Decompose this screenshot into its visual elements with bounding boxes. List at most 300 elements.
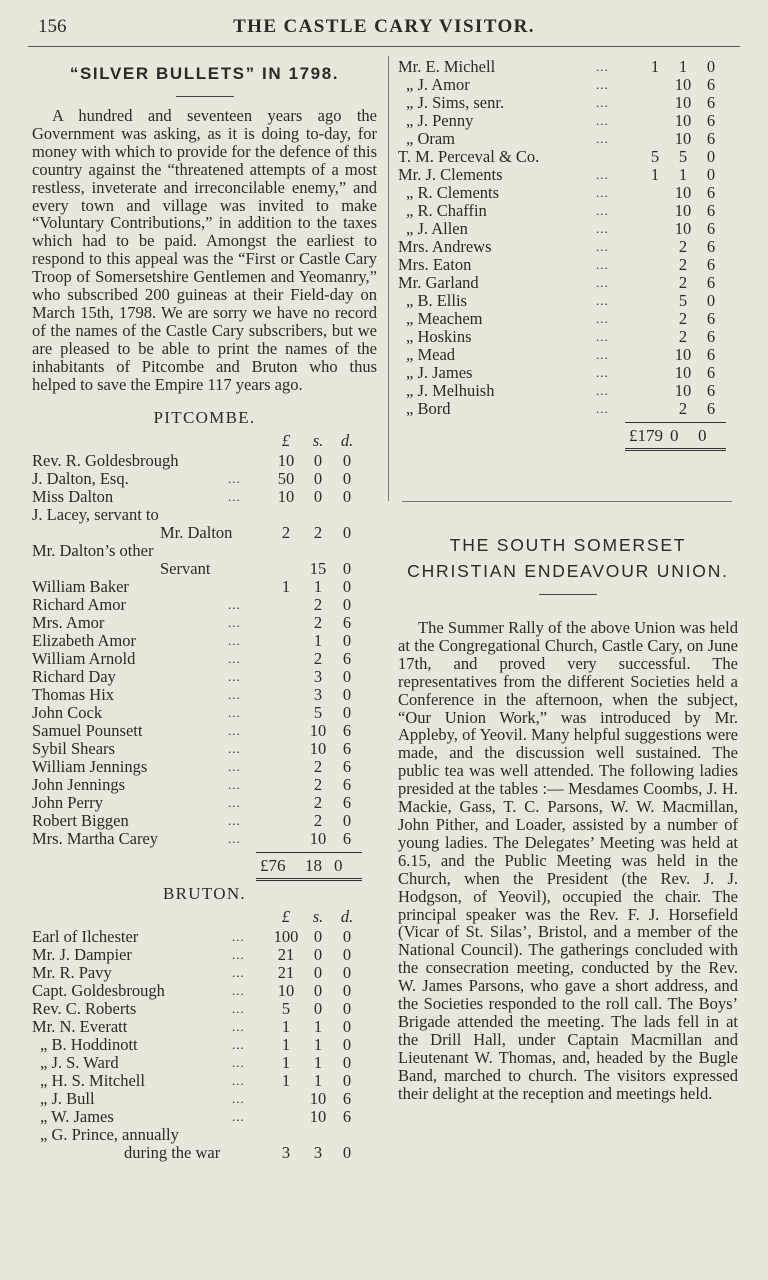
entry-name: Mr. Garland — [398, 273, 479, 292]
leader-dots: ... — [228, 722, 241, 738]
leader-dots: ... — [596, 167, 609, 182]
amount-pence: 6 — [706, 219, 716, 238]
amount-shillings: 0 — [313, 962, 323, 982]
total-row — [398, 418, 738, 448]
pitcombe-heading: PITCOMBE. — [153, 407, 256, 427]
leader-dots: ... — [228, 740, 241, 756]
amount-shillings: 10 — [309, 1088, 327, 1108]
table-row — [32, 776, 377, 794]
entry-name: Mr. E. Michell — [398, 57, 496, 76]
table-row — [32, 614, 377, 632]
table-row — [398, 364, 738, 382]
amount-shillings: 3 — [313, 684, 323, 704]
amount-pence: 0 — [706, 291, 716, 310]
amount-shillings: 2 — [678, 327, 688, 346]
entry-name: „ J. Bull — [40, 1088, 95, 1108]
table-row — [398, 400, 738, 418]
entry-name: Mr. N. Everatt — [32, 1016, 128, 1036]
amount-shillings: 1 — [313, 1016, 323, 1036]
table-row — [32, 596, 377, 614]
table-row — [32, 722, 377, 740]
leader-dots: ... — [228, 650, 241, 666]
total-pence: 0 — [334, 855, 343, 875]
amount-shillings: 1 — [678, 165, 688, 184]
amount-shillings: 10 — [309, 1106, 327, 1126]
amount-pence: 6 — [706, 183, 716, 202]
pitcombe-table — [32, 432, 377, 878]
amount-pence: 6 — [342, 648, 352, 668]
table-row — [32, 1108, 377, 1126]
table-row — [398, 328, 738, 346]
entry-name: „ B. Hoddinott — [40, 1034, 138, 1054]
amount-shillings: 5 — [678, 291, 688, 310]
entry-name: Mr. J. Dampier — [32, 944, 132, 964]
amount-pounds: 5 — [281, 998, 291, 1018]
leader-dots: ... — [596, 329, 609, 344]
column-headers — [32, 432, 377, 452]
entry-name: William Jennings — [32, 756, 148, 776]
entry-name: T. M. Perceval & Co. — [398, 147, 540, 166]
leader-dots: ... — [232, 946, 245, 962]
amount-pence: 6 — [706, 255, 716, 274]
amount-shillings: 2 — [678, 273, 688, 292]
leader-dots: ... — [228, 596, 241, 612]
leader-dots: ... — [228, 470, 241, 486]
table-row — [32, 1144, 377, 1162]
table-row — [398, 238, 738, 256]
table-row — [32, 686, 377, 704]
table-row — [398, 94, 738, 112]
entry-name: „ J. Allen — [406, 219, 468, 238]
total-rule-top — [625, 422, 726, 423]
amount-pence: 0 — [342, 558, 352, 578]
table-row — [32, 452, 377, 470]
leader-dots: ... — [596, 311, 609, 326]
entry-name: Mrs. Martha Carey — [32, 828, 159, 848]
leader-dots: ... — [596, 77, 609, 92]
amount-shillings: 1 — [313, 1034, 323, 1054]
amount-shillings: 2 — [313, 594, 323, 614]
table-row — [32, 632, 377, 650]
amount-pence: 6 — [706, 363, 716, 382]
column-header-l: £ — [281, 906, 291, 926]
amount-pence: 0 — [342, 980, 352, 1000]
leader-dots: ... — [596, 347, 609, 362]
leader-dots: ... — [228, 830, 241, 846]
amount-pence: 0 — [342, 1052, 352, 1072]
amount-shillings: 0 — [313, 486, 323, 506]
table-row — [32, 1072, 377, 1090]
amount-shillings: 2 — [678, 237, 688, 256]
amount-pounds: 10 — [277, 450, 295, 470]
article-divider — [402, 501, 732, 502]
column-header-d: d. — [340, 906, 354, 926]
table-row — [398, 274, 738, 292]
amount-pence: 0 — [342, 468, 352, 488]
entry-name: „ G. Prince, annually — [40, 1124, 179, 1144]
column-headers — [32, 908, 377, 928]
leader-dots: ... — [232, 1018, 245, 1034]
amount-shillings: 2 — [313, 612, 323, 632]
table-row — [32, 1054, 377, 1072]
leader-dots: ... — [596, 95, 609, 110]
entry-name: „ Mead — [406, 345, 456, 364]
table-row — [398, 148, 738, 166]
table-row — [32, 812, 377, 830]
total-pence: 0 — [698, 426, 707, 445]
amount-pence: 0 — [342, 666, 352, 686]
entry-name: „ J. Penny — [406, 111, 474, 130]
entry-name: Thomas Hix — [32, 684, 115, 704]
article-title: “SILVER BULLETS” IN 1798. — [69, 64, 340, 83]
table-row — [32, 1000, 377, 1018]
amount-pounds: 1 — [281, 1070, 291, 1090]
table-row — [398, 58, 738, 76]
amount-pence: 0 — [342, 684, 352, 704]
amount-pence: 0 — [342, 1034, 352, 1054]
amount-pence: 6 — [706, 111, 716, 130]
page-number: 156 — [38, 16, 67, 37]
amount-shillings: 1 — [678, 57, 688, 76]
table-row — [398, 130, 738, 148]
column-header-l: £ — [281, 430, 291, 450]
amount-pence: 6 — [706, 273, 716, 292]
total-rule-top — [256, 852, 362, 853]
amount-shillings: 10 — [674, 219, 692, 238]
entry-name: „ J. James — [406, 363, 473, 382]
amount-shillings: 0 — [313, 998, 323, 1018]
total-pounds: £179 — [629, 426, 663, 445]
amount-pence: 6 — [706, 93, 716, 112]
header-rule — [28, 46, 740, 47]
leader-dots: ... — [596, 113, 609, 128]
leader-dots: ... — [596, 257, 609, 272]
amount-shillings: 10 — [309, 720, 327, 740]
amount-pence: 6 — [342, 720, 352, 740]
amount-pence: 0 — [342, 522, 352, 542]
table-row — [398, 382, 738, 400]
amount-shillings: 5 — [678, 147, 688, 166]
amount-pence: 6 — [706, 327, 716, 346]
leader-dots: ... — [596, 203, 609, 218]
amount-pounds: 2 — [281, 522, 291, 542]
amount-pence: 0 — [342, 944, 352, 964]
amount-shillings: 10 — [674, 129, 692, 148]
table-row — [32, 470, 377, 488]
amount-pence: 0 — [706, 165, 716, 184]
leader-dots: ... — [228, 794, 241, 810]
leader-dots: ... — [228, 488, 241, 504]
amount-pence: 0 — [342, 998, 352, 1018]
table-row — [398, 184, 738, 202]
entry-name: J. Lacey, servant to — [32, 504, 159, 524]
total-shillings: 0 — [670, 426, 679, 445]
table-row — [398, 310, 738, 328]
article2-title: THE SOUTH SOMERSET CHRISTIAN ENDEAVOUR UNION. — [407, 535, 729, 581]
amount-pence: 6 — [342, 774, 352, 794]
article-body: A hundred and seventeen years ago the Government was asking, as it is doing to-day, for money with which to provide for the defence of this country against the “threatened attempts of a most restless, inveterate and irreconcilable enemy,” and every town and village was invited to make “Voluntary Contributions,” in addition to the taxes which had to be paid. Amongst the earliest to respond to this appeal was the “First or Castle Cary Troop of Somersetshire Gentlemen and Yeomanry,” who subscribed 200 guineas at their Field-day on March 15th, 1798. We are sorry we have no record of the names of the Castle Cary subscribers, but we are pleased to be able to print the names of the inhabitants of Pitcombe and Bruton who thus helped to save the Empire 117 years ago. — [32, 106, 377, 394]
entry-name: Rev. C. Roberts — [32, 998, 137, 1018]
amount-pence: 6 — [706, 129, 716, 148]
right-column — [398, 57, 738, 1103]
amount-pence: 6 — [706, 399, 716, 418]
amount-shillings: 3 — [313, 1142, 323, 1162]
entry-name: „ H. S. Mitchell — [40, 1070, 145, 1090]
entry-name: Richard Day — [32, 666, 116, 686]
entry-name: Rev. R. Goldesbrough — [32, 450, 179, 470]
leader-dots: ... — [232, 1000, 245, 1016]
amount-shillings: 2 — [313, 756, 323, 776]
entry-name: John Jennings — [32, 774, 126, 794]
amount-shillings: 2 — [313, 648, 323, 668]
leader-dots: ... — [596, 275, 609, 290]
amount-pounds: 1 — [650, 165, 660, 184]
table-row — [32, 542, 377, 560]
entry-name: „ J. S. Ward — [40, 1052, 119, 1072]
amount-shillings: 10 — [674, 363, 692, 382]
leader-dots: ... — [232, 1108, 245, 1124]
amount-shillings: 15 — [309, 558, 327, 578]
entry-name: Mrs. Eaton — [398, 255, 472, 274]
leader-dots: ... — [596, 383, 609, 398]
leader-dots: ... — [228, 776, 241, 792]
amount-pence: 6 — [706, 381, 716, 400]
amount-pence: 0 — [342, 594, 352, 614]
entry-name: J. Dalton, Esq. — [32, 468, 129, 488]
entry-name: „ J. Amor — [406, 75, 470, 94]
amount-pounds: 1 — [281, 1052, 291, 1072]
total-pounds: £76 — [260, 855, 286, 875]
column-header-s: s. — [312, 906, 324, 926]
amount-pounds: 50 — [277, 468, 295, 488]
entry-name: Mr. J. Clements — [398, 165, 503, 184]
amount-pounds: 100 — [273, 926, 299, 946]
page-header — [0, 12, 768, 42]
amount-pence: 6 — [706, 345, 716, 364]
amount-shillings: 1 — [313, 1070, 323, 1090]
leader-dots: ... — [228, 668, 241, 684]
amount-pence: 6 — [706, 75, 716, 94]
amount-pounds: 10 — [277, 980, 295, 1000]
leader-dots: ... — [232, 1090, 245, 1106]
leader-dots: ... — [596, 365, 609, 380]
table-row — [32, 946, 377, 964]
entry-name: Capt. Goldesbrough — [32, 980, 165, 1000]
amount-pence: 6 — [706, 309, 716, 328]
leader-dots: ... — [228, 812, 241, 828]
table-row — [398, 220, 738, 238]
amount-pounds: 1 — [281, 1016, 291, 1036]
table-row — [398, 112, 738, 130]
entry-name: „ Hoskins — [406, 327, 472, 346]
table-row — [32, 758, 377, 776]
entry-name: Richard Amor — [32, 594, 126, 614]
amount-pence: 6 — [706, 237, 716, 256]
amount-shillings: 2 — [678, 255, 688, 274]
entry-name: Sybil Shears — [32, 738, 115, 758]
amount-shillings: 5 — [313, 702, 323, 722]
amount-pence: 0 — [342, 630, 352, 650]
amount-shillings: 2 — [313, 522, 323, 542]
leader-dots: ... — [232, 1054, 245, 1070]
amount-shillings: 10 — [674, 75, 692, 94]
column-header-d: d. — [340, 430, 354, 450]
table-row — [32, 668, 377, 686]
leader-dots: ... — [232, 1072, 245, 1088]
amount-pounds: 1 — [650, 57, 660, 76]
leader-dots: ... — [596, 221, 609, 236]
amount-shillings: 0 — [313, 944, 323, 964]
amount-pence: 0 — [342, 810, 352, 830]
amount-pence: 0 — [342, 926, 352, 946]
amount-shillings: 10 — [309, 828, 327, 848]
entry-name: „ Bord — [406, 399, 451, 418]
table-row — [32, 982, 377, 1000]
amount-shillings: 10 — [674, 345, 692, 364]
amount-pence: 6 — [706, 201, 716, 220]
amount-shillings: 10 — [309, 738, 327, 758]
leader-dots: ... — [596, 131, 609, 146]
entry-name: William Baker — [32, 576, 129, 596]
entry-name: „ J. Melhuish — [406, 381, 495, 400]
leader-dots: ... — [228, 686, 241, 702]
table-row — [32, 1036, 377, 1054]
leader-dots: ... — [228, 614, 241, 630]
amount-pence: 0 — [342, 962, 352, 982]
table-row — [32, 830, 377, 848]
amount-shillings: 10 — [674, 201, 692, 220]
entry-name: John Perry — [32, 792, 104, 812]
leader-dots: ... — [228, 632, 241, 648]
total-shillings: 18 — [305, 855, 322, 875]
table-row — [398, 256, 738, 274]
amount-pence: 0 — [342, 450, 352, 470]
entry-name: William Arnold — [32, 648, 136, 668]
leader-dots: ... — [232, 1036, 245, 1052]
bruton-table — [32, 908, 377, 1162]
table-row — [32, 704, 377, 722]
entry-name: Mr. Dalton’s other — [32, 540, 154, 560]
table-row — [32, 1126, 377, 1144]
entry-name: Mr. Dalton — [160, 522, 233, 542]
amount-pounds: 5 — [650, 147, 660, 166]
table-row — [32, 964, 377, 982]
amount-pounds: 21 — [277, 944, 295, 964]
amount-pounds: 21 — [277, 962, 295, 982]
amount-shillings: 0 — [313, 450, 323, 470]
table-row — [32, 794, 377, 812]
amount-pence: 6 — [342, 756, 352, 776]
entry-name: Servant — [160, 558, 211, 578]
leader-dots: ... — [596, 293, 609, 308]
amount-pence: 0 — [342, 486, 352, 506]
leader-dots: ... — [596, 401, 609, 416]
amount-shillings: 10 — [674, 93, 692, 112]
entry-name: „ J. Sims, senr. — [406, 93, 505, 112]
table-row — [398, 292, 738, 310]
amount-pounds: 3 — [281, 1142, 291, 1162]
bruton-heading: BRUTON. — [163, 883, 246, 903]
table-row — [32, 740, 377, 758]
entry-name: „ Oram — [406, 129, 456, 148]
amount-pence: 0 — [706, 147, 716, 166]
table-row — [32, 560, 377, 578]
amount-shillings: 10 — [674, 183, 692, 202]
total-row — [32, 848, 377, 878]
publication-title: THE CASTLE CARY VISITOR. — [233, 16, 535, 37]
table-row — [32, 928, 377, 946]
amount-shillings: 0 — [313, 980, 323, 1000]
article2-body: The Summer Rally of the above Union was held at the Congregational Church, Castle Cary, on June 17th, and proved very successful. The representatives from the different Societies held a Conference in the afternoon, when the subject, “Our Union Work,” was introduced by Mr. Appleby, of Yeovil. Many helpful suggestions were made, and the discussion well sustained. The public tea was well attended. The following ladies presided at the tables :— Mesdames Coombs, J. H. Mackie, Gass, T. C. Parsons, W. W. Macmillan, John Pither, and Loader, assisted by a number of young ladies. The Delegates’ Meeting was held at 6.15, and the Public Meeting was held in the Church, when the President (the Rev. J. J. Hodgson, of Yeovil), occupied the chair. The principal speaker was the Rev. F. J. Horsefield (Vicar of St. Silas’, Bristol, and a member of the National Council). The gatherings concluded with the consecration meeting, conducted by the Rev. W. James Parsons, who gave a short address, and the Societies responded to the roll call. The Boys’ Brigade attended the meeting. The lads fell in at the Drill Hall, under Captain Macmillan and Lieutenant W. Thomas, and, headed by the Bugle Band, marched to church. The visitors expressed their delight at the reception and meetings held. — [398, 618, 738, 1103]
amount-shillings: 1 — [313, 630, 323, 650]
table-row — [32, 1090, 377, 1108]
entry-name: Earl of Ilchester — [32, 926, 139, 946]
leader-dots: ... — [232, 964, 245, 980]
table-row — [32, 650, 377, 668]
amount-pence: 6 — [342, 792, 352, 812]
table-row — [398, 202, 738, 220]
table-row — [32, 1018, 377, 1036]
entry-name: Mrs. Amor — [32, 612, 105, 632]
leader-dots: ... — [596, 185, 609, 200]
entry-name: Miss Dalton — [32, 486, 114, 506]
amount-pence: 6 — [342, 828, 352, 848]
amount-pence: 6 — [342, 1106, 352, 1126]
amount-pence: 0 — [342, 1016, 352, 1036]
total-rule-bottom — [625, 448, 726, 451]
entry-name: Mr. R. Pavy — [32, 962, 112, 982]
amount-shillings: 2 — [678, 399, 688, 418]
entry-name: „ B. Ellis — [406, 291, 467, 310]
entry-name: John Cock — [32, 702, 103, 722]
amount-shillings: 2 — [313, 810, 323, 830]
amount-shillings: 1 — [313, 1052, 323, 1072]
leader-dots: ... — [232, 928, 245, 944]
table-row — [32, 506, 377, 524]
amount-pence: 6 — [342, 738, 352, 758]
table-row — [398, 346, 738, 364]
leader-dots: ... — [228, 704, 241, 720]
amount-shillings: 0 — [313, 468, 323, 488]
amount-shillings: 2 — [313, 774, 323, 794]
entry-name: „ W. James — [40, 1106, 114, 1126]
amount-pence: 6 — [342, 1088, 352, 1108]
entry-name: „ Meachem — [406, 309, 483, 328]
article2 — [398, 512, 738, 1102]
entry-name: Robert Biggen — [32, 810, 129, 830]
leader-dots: ... — [596, 239, 609, 254]
amount-shillings: 3 — [313, 666, 323, 686]
article2-rule — [539, 594, 597, 595]
amount-pounds: 1 — [281, 1034, 291, 1054]
table-row — [32, 488, 377, 506]
amount-shillings: 10 — [674, 111, 692, 130]
leader-dots: ... — [596, 59, 609, 74]
entry-name: Mrs. Andrews — [398, 237, 492, 256]
entry-name: „ R. Clements — [406, 183, 500, 202]
amount-shillings: 10 — [674, 381, 692, 400]
entry-name: Elizabeth Amor — [32, 630, 137, 650]
amount-pounds: 10 — [277, 486, 295, 506]
amount-shillings: 2 — [678, 309, 688, 328]
amount-pence: 0 — [706, 57, 716, 76]
amount-pence: 0 — [342, 702, 352, 722]
leader-dots: ... — [228, 758, 241, 774]
amount-pence: 0 — [342, 1142, 352, 1162]
table-row — [32, 578, 377, 596]
entry-name: „ R. Chaffin — [406, 201, 487, 220]
entry-name: during the war — [124, 1142, 221, 1162]
